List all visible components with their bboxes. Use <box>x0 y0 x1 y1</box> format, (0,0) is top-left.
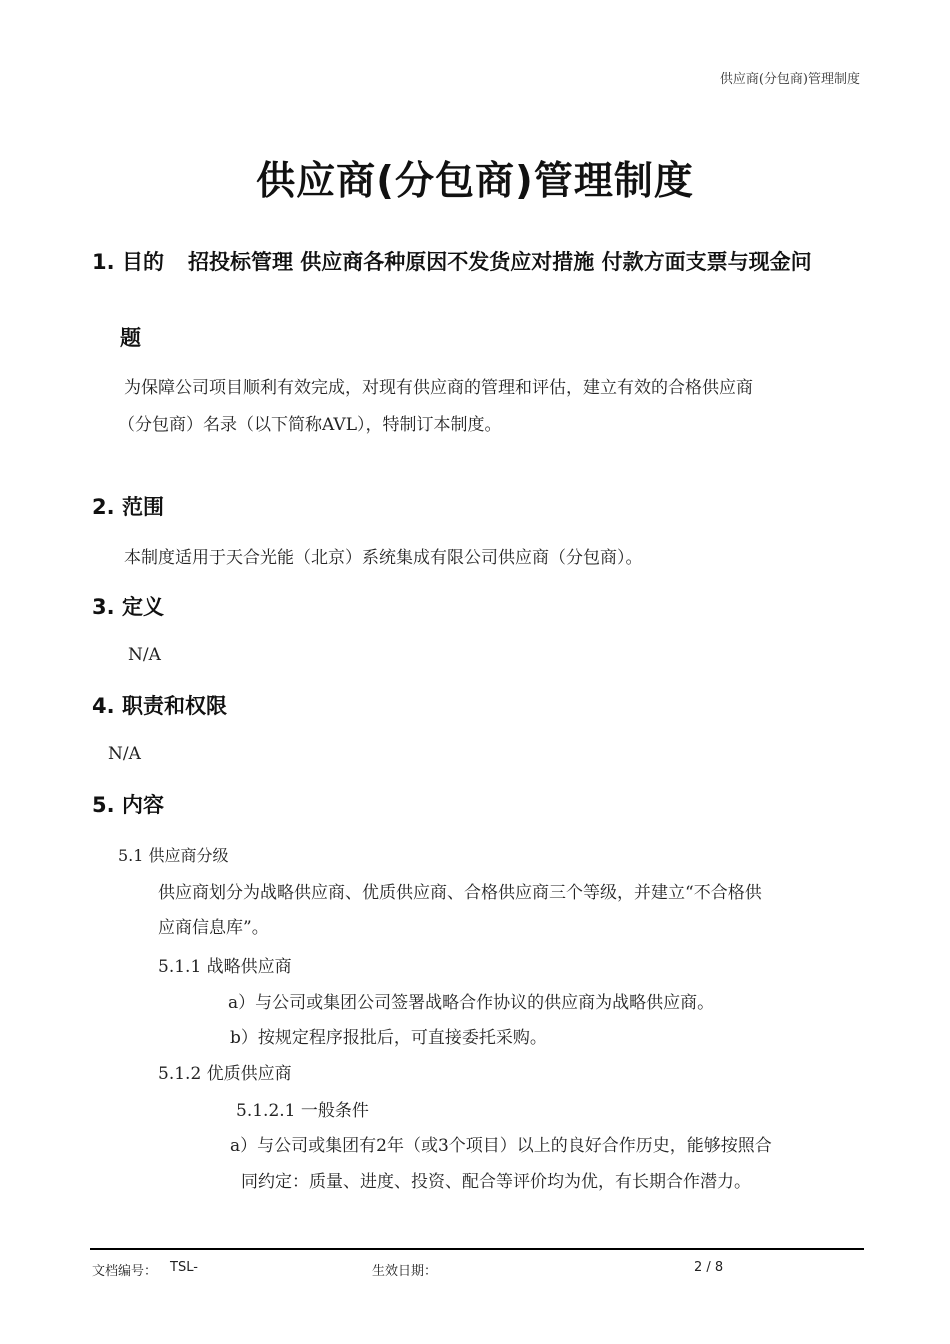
footer-divider <box>90 1248 864 1250</box>
section-title-extra: 招投标管理 供应商各种原因不发货应对措施 付款方面支票与现金问 <box>188 250 812 274</box>
section-number: 5. <box>92 793 115 817</box>
effective-date-label: 生效日期： <box>372 1264 438 1279</box>
section-number: 1. <box>92 250 115 274</box>
section-title: 目的 <box>122 250 164 274</box>
section-title: 内容 <box>122 793 164 817</box>
subsection-heading: 5.1.2 优质供应商 <box>158 1064 292 1084</box>
subsection-heading: 5.1 供应商分级 <box>118 846 229 865</box>
section-heading-content <box>92 789 164 819</box>
paragraph-line: N/A <box>108 744 141 764</box>
list-item: a）与公司或集团有2年（或3个项目）以上的良好合作历史，能够按照合 <box>230 1136 772 1156</box>
section-title: 定义 <box>122 595 164 619</box>
paragraph-line: （分包商）名录（以下简称AVL），特制订本制度。 <box>118 415 502 435</box>
section-heading-purpose <box>92 246 812 276</box>
section-title: 职责和权限 <box>122 694 227 718</box>
subsection-heading: 5.1.2.1 一般条件 <box>236 1101 369 1121</box>
section-number: 3. <box>92 595 115 619</box>
section-title-continuation: 题 <box>120 326 141 350</box>
paragraph-line: 本制度适用于天合光能（北京）系统集成有限公司供应商（分包商）。 <box>124 548 643 568</box>
paragraph-line: 应商信息库”。 <box>158 918 269 938</box>
paragraph-line: 供应商划分为战略供应商、优质供应商、合格供应商三个等级，并建立“不合格供 <box>158 883 762 903</box>
section-heading-responsibilities <box>92 690 227 720</box>
section-number: 4. <box>92 694 115 718</box>
document-title: 供应商(分包商)管理制度 <box>256 159 694 204</box>
doc-number-value: TSL- <box>170 1260 198 1275</box>
paragraph-line: N/A <box>128 645 161 665</box>
list-item: a）与公司或集团公司签署战略合作协议的供应商为战略供应商。 <box>228 993 715 1013</box>
running-header: 供应商(分包商)管理制度 <box>719 72 860 87</box>
subsection-heading: 5.1.1 战略供应商 <box>158 957 292 977</box>
section-number: 2. <box>92 495 115 519</box>
page-number: 2 / 8 <box>694 1260 724 1275</box>
paragraph-line: 为保障公司项目顺利有效完成，对现有供应商的管理和评估，建立有效的合格供应商 <box>124 378 753 398</box>
section-heading-definitions <box>92 591 164 621</box>
doc-number-label: 文档编号： <box>92 1264 158 1279</box>
list-item: b）按规定程序报批后，可直接委托采购。 <box>230 1028 547 1048</box>
paragraph-line: 同约定：质量、进度、投资、配合等评价均为优，有长期合作潜力。 <box>241 1172 751 1192</box>
section-heading-scope <box>92 491 164 521</box>
section-title: 范围 <box>122 495 164 519</box>
